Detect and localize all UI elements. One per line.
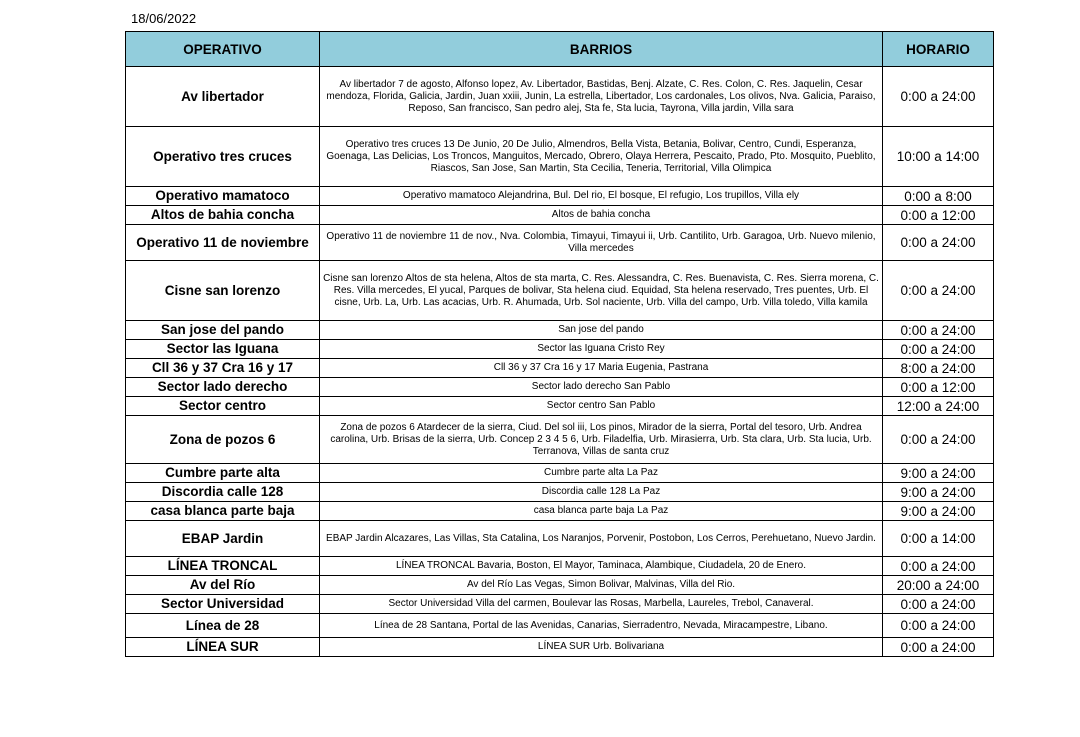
table-row [126,576,994,595]
table-row [126,261,994,321]
table-row [126,595,994,614]
operativo-cell: Sector las Iguana [126,340,320,359]
table-row [126,557,994,576]
horario-cell: 0:00 a 14:00 [883,521,994,557]
operativo-cell: Línea de 28 [126,614,320,638]
table-row [126,321,994,340]
operativo-cell: Cumbre parte alta [126,464,320,483]
barrios-cell: Operativo mamatoco Alejandrina, Bul. Del rio, El bosque, El refugio, Los trupillos, Villa ely [320,187,883,206]
barrios-cell: Discordia calle 128 La Paz [320,483,883,502]
barrios-cell: Av libertador 7 de agosto, Alfonso lopez, Av. Libertador, Bastidas, Benj. Alzate, C. Res. Colon, C. Res. Jaquelin, Cesar mendoza, Florida, Galicia, Jardin, Juan xxiii, Junin, La estrella, Libertador, Los cardonales, Los olivos, Nva. Galicia, Paraiso, Reposo, San francisco, San pedro alej, Sta fe, Sta lucia, Tayrona, Villa jardin, Villa sara [320,67,883,127]
operativo-cell: Zona de pozos 6 [126,416,320,464]
table-row [126,614,994,638]
horario-cell: 0:00 a 24:00 [883,595,994,614]
horario-cell: 0:00 a 24:00 [883,557,994,576]
horario-cell: 10:00 a 14:00 [883,127,994,187]
table-row [126,187,994,206]
horario-cell: 0:00 a 12:00 [883,206,994,225]
table-row [126,359,994,378]
table-row [126,638,994,657]
horario-cell: 0:00 a 12:00 [883,378,994,397]
barrios-cell: LÍNEA TRONCAL Bavaria, Boston, El Mayor, Taminaca, Alambique, Ciudadela, 20 de Enero. [320,557,883,576]
table-row [126,67,994,127]
barrios-cell: Sector centro San Pablo [320,397,883,416]
horario-cell: 9:00 a 24:00 [883,483,994,502]
report-date: 18/06/2022 [131,11,197,26]
table-row [126,340,994,359]
horario-cell: 0:00 a 24:00 [883,614,994,638]
barrios-cell: Línea de 28 Santana, Portal de las Avenidas, Canarias, Sierradentro, Nevada, Miracampestre, Libano. [320,614,883,638]
operativo-cell: Operativo 11 de noviembre [126,225,320,261]
table-row [126,206,994,225]
operativo-cell: Sector lado derecho [126,378,320,397]
table-row [126,502,994,521]
barrios-cell: Altos de bahia concha [320,206,883,225]
barrios-cell: casa blanca parte baja La Paz [320,502,883,521]
schedule-table [125,31,994,657]
operativo-cell: LÍNEA TRONCAL [126,557,320,576]
horario-cell: 0:00 a 24:00 [883,67,994,127]
operativo-cell: Altos de bahia concha [126,206,320,225]
operativo-cell: EBAP Jardin [126,521,320,557]
horario-cell: 0:00 a 24:00 [883,340,994,359]
barrios-cell: EBAP Jardin Alcazares, Las Villas, Sta Catalina, Los Naranjos, Porvenir, Postobon, Los Cerros, Perehuetano, Nuevo Jardin. [320,521,883,557]
table-row [126,464,994,483]
barrios-cell: Sector Universidad Villa del carmen, Boulevar las Rosas, Marbella, Laureles, Trebol, Canaveral. [320,595,883,614]
table-row [126,378,994,397]
barrios-cell: Operativo tres cruces 13 De Junio, 20 De Julio, Almendros, Bella Vista, Betania, Bolivar, Centro, Cundi, Esperanza, Goenaga, Las Delicias, Los Troncos, Manguitos, Mercado, Obrero, Olaya Herrera, Pescaito, Prado, Pto. Mosquito, Pueblito, Riascos, San Jose, San Martin, Sta Cecilia, Teneria, Territorial, Villa Olimpica [320,127,883,187]
barrios-cell: Sector las Iguana Cristo Rey [320,340,883,359]
horario-cell: 0:00 a 24:00 [883,321,994,340]
barrios-cell: Cumbre parte alta La Paz [320,464,883,483]
table-row [126,416,994,464]
horario-cell: 9:00 a 24:00 [883,502,994,521]
operativo-cell: Discordia calle 128 [126,483,320,502]
barrios-cell: Operativo 11 de noviembre 11 de nov., Nva. Colombia, Timayui, Timayui ii, Urb. Cantilito, Urb. Garagoa, Urb. Nuevo milenio, Villa mercedes [320,225,883,261]
horario-cell: 8:00 a 24:00 [883,359,994,378]
horario-cell: 20:00 a 24:00 [883,576,994,595]
barrios-cell: San jose del pando [320,321,883,340]
horario-cell: 0:00 a 24:00 [883,416,994,464]
barrios-cell: Cisne san lorenzo Altos de sta helena, Altos de sta marta, C. Res. Alessandra, C. Res. Buenavista, C. Res. Sierra morena, C. Res. Villa mercedes, El yucal, Parques de bolivar, Sta helena ciud. Equidad, Sta helena reservado, Tres puentes, Urb. El cisne, Urb. La, Urb. Las acacias, Urb. R. Ahumada, Urb. Sol naciente, Urb. Villa del campo, Urb. Villa toledo, Villa kamila [320,261,883,321]
operativo-cell: Cll 36 y 37 Cra 16 y 17 [126,359,320,378]
barrios-cell: Av del Río Las Vegas, Simon Bolivar, Malvinas, Villa del Rio. [320,576,883,595]
header-horario: HORARIO [883,32,994,67]
header-operativo: OPERATIVO [126,32,320,67]
barrios-cell: Zona de pozos 6 Atardecer de la sierra, Ciud. Del sol iii, Los pinos, Mirador de la sierra, Portal del tesoro, Urb. Andrea carolina, Urb. Brisas de la sierra, Urb. Concep 2 3 4 5 6, Urb. Filadelfia, Urb. Mirasierra, Urb. Sta clara, Urb. Sta lucia, Urb. Terranova, Villas de santa cruz [320,416,883,464]
horario-cell: 9:00 a 24:00 [883,464,994,483]
barrios-cell: LÍNEA SUR Urb. Bolivariana [320,638,883,657]
operativo-cell: Operativo mamatoco [126,187,320,206]
horario-cell: 0:00 a 24:00 [883,261,994,321]
table-row [126,225,994,261]
operativo-cell: San jose del pando [126,321,320,340]
horario-cell: 0:00 a 8:00 [883,187,994,206]
horario-cell: 12:00 a 24:00 [883,397,994,416]
horario-cell: 0:00 a 24:00 [883,638,994,657]
operativo-cell: Av del Río [126,576,320,595]
header-row [126,32,994,67]
operativo-cell: Operativo tres cruces [126,127,320,187]
table-body [126,67,994,657]
table-row [126,397,994,416]
barrios-cell: Cll 36 y 37 Cra 16 y 17 Maria Eugenia, Pastrana [320,359,883,378]
operativo-cell: Av libertador [126,67,320,127]
operativo-cell: Sector Universidad [126,595,320,614]
table-row [126,483,994,502]
header-barrios: BARRIOS [320,32,883,67]
operativo-cell: LÍNEA SUR [126,638,320,657]
horario-cell: 0:00 a 24:00 [883,225,994,261]
table-row [126,127,994,187]
barrios-cell: Sector lado derecho San Pablo [320,378,883,397]
operativo-cell: casa blanca parte baja [126,502,320,521]
operativo-cell: Cisne san lorenzo [126,261,320,321]
table-row [126,521,994,557]
operativo-cell: Sector centro [126,397,320,416]
